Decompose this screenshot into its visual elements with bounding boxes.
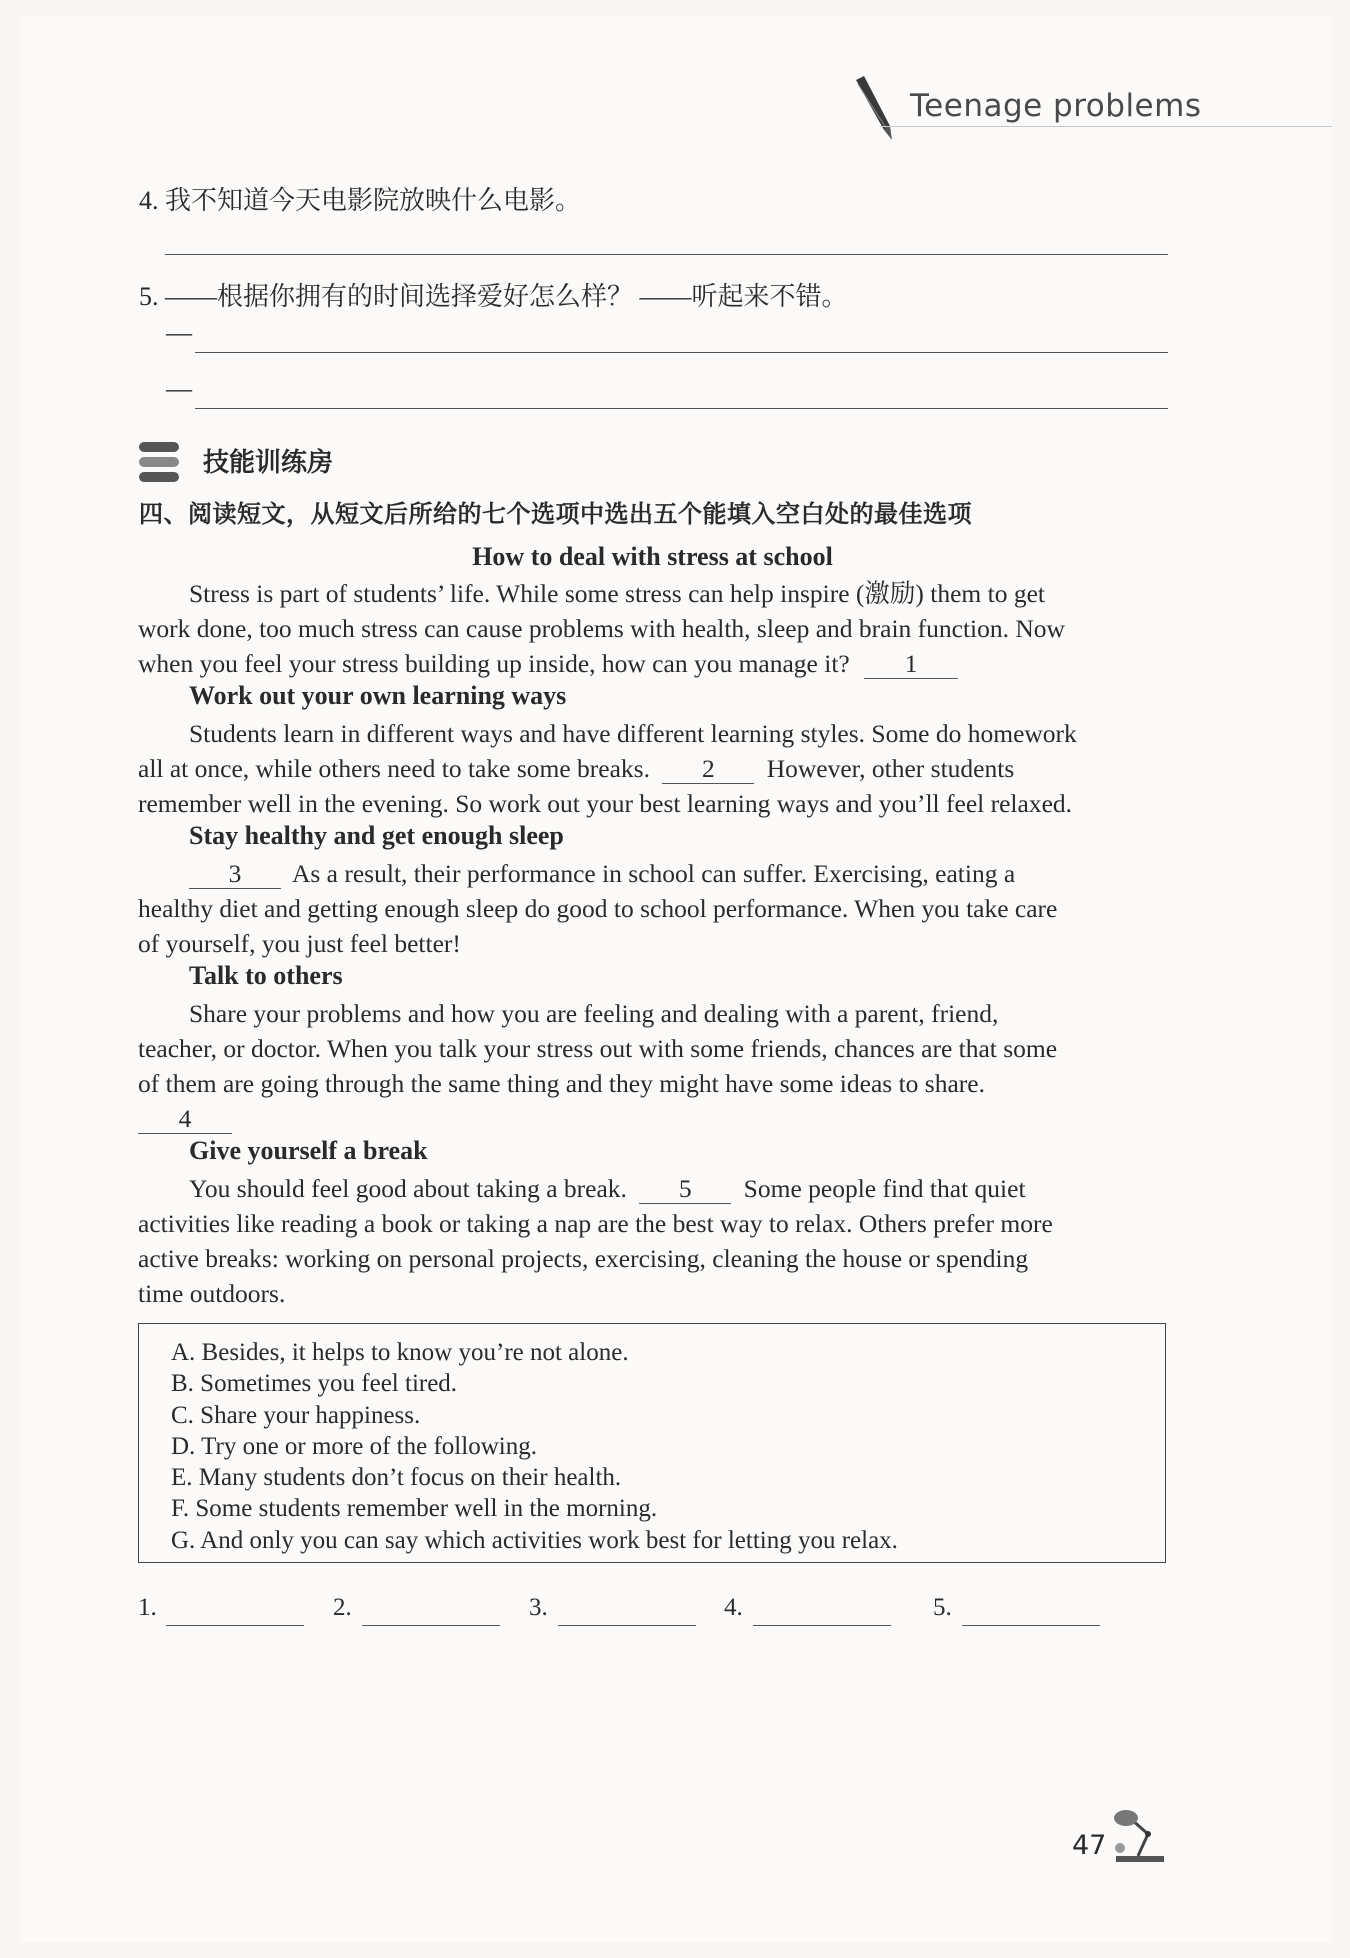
answer-blank[interactable] [166,1625,304,1626]
paragraph-line: 3 As a result, their performance in school can suffer. Exercising, eating a [138,856,1163,891]
dialogue-dash: — [166,374,192,403]
options-box [138,1323,1166,1563]
passage-title: How to deal with stress at school [472,542,833,571]
answer-label: 1. [138,1594,157,1621]
paragraph-line: healthy diet and getting enough sleep do good to school performance. When you take care [138,894,1058,923]
answer-blank[interactable] [558,1625,696,1626]
answer-label: 5. [933,1594,952,1621]
paragraph-line: active breaks: working on personal projects, exercising, cleaning the house or spending [138,1244,1029,1273]
list-icon [137,440,185,484]
answer-line[interactable] [195,352,1168,353]
paragraph-line: when you feel your stress building up inside, how can you manage it? 1 [138,646,1163,681]
lamp-icon [1108,1806,1170,1866]
paragraph-line [138,1101,1163,1136]
subheading: Stay healthy and get enough sleep [189,821,564,850]
answer-blank[interactable] [362,1625,500,1626]
paragraph-line: time outdoors. [138,1279,286,1308]
answer-line[interactable] [165,254,1168,255]
option-d: D. Try one or more of the following. [171,1432,537,1460]
paragraph-line: of yourself, you just feel better! [138,929,461,958]
paragraph-line: Share your problems and how you are feeling and dealing with a parent, friend, [189,999,999,1028]
paragraph-line: teacher, or doctor. When you talk your stress out with some friends, chances are that some [138,1034,1058,1063]
subheading: Give yourself a break [189,1136,428,1165]
subheading: Work out your own learning ways [189,681,567,710]
gap-2[interactable]: 2 [662,755,754,784]
dialogue-dash: — [166,318,192,347]
paragraph-line: Stress is part of students’ life. While some stress can help inspire (激励) them to get [189,579,1045,608]
option-c: C. Share your happiness. [171,1401,421,1429]
section-title: 技能训练房 [203,448,334,478]
answer-label: 2. [333,1594,352,1621]
answer-label: 4. [724,1594,743,1621]
translation-item-4: 4. 我不知道今天电影院放映什么电影。 [139,186,582,215]
answer-label: 3. [529,1594,548,1621]
translation-item-5: 5. ——根据你拥有的时间选择爱好怎么样？ ——听起来不错。 [139,282,848,311]
paragraph-line: You should feel good about taking a break. 5 Some people find that quiet [189,1174,1026,1203]
answer-blank[interactable] [962,1625,1100,1626]
header-rule [880,126,1332,127]
paragraph-line: work done, too much stress can cause problems with health, sleep and brain function. Now [138,614,1065,643]
paragraph-line: remember well in the evening. So work out your best learning ways and you’ll feel relaxed. [138,789,1073,818]
option-a: A. Besides, it helps to know you’re not alone. [171,1339,629,1366]
option-b: B. Sometimes you feel tired. [171,1370,458,1398]
page-number: 47 [1072,1830,1107,1861]
option-e: E. Many students don’t focus on their health. [171,1464,622,1492]
paragraph-line: Students learn in different ways and have different learning styles. Some do homework [189,719,1077,748]
answer-blank[interactable] [753,1625,891,1626]
gap-4[interactable]: 4 [138,1105,232,1134]
option-g: G. And only you can say which activities work best for letting you relax. [171,1526,898,1554]
subheading: Talk to others [189,961,343,990]
gap-5[interactable]: 5 [639,1175,731,1204]
gap-3[interactable]: 3 [189,860,281,889]
paragraph-line: activities like reading a book or taking a nap are the best way to relax. Others prefer more [138,1209,1053,1238]
paragraph-line: all at once, while others need to take some breaks. 2 However, other students [138,754,1015,783]
paragraph-line: of them are going through the same thing and they might have some ideas to share. [138,1069,985,1098]
pen-icon [850,74,898,146]
header-title: Teenage problems [910,88,1202,124]
option-f: F. Some students remember well in the morning. [171,1495,658,1523]
answer-line[interactable] [195,408,1168,409]
gap-1[interactable]: 1 [864,650,958,679]
exercise-instruction: 四、阅读短文，从短文后所给的七个选项中选出五个能填入空白处的最佳选项 [139,500,972,528]
